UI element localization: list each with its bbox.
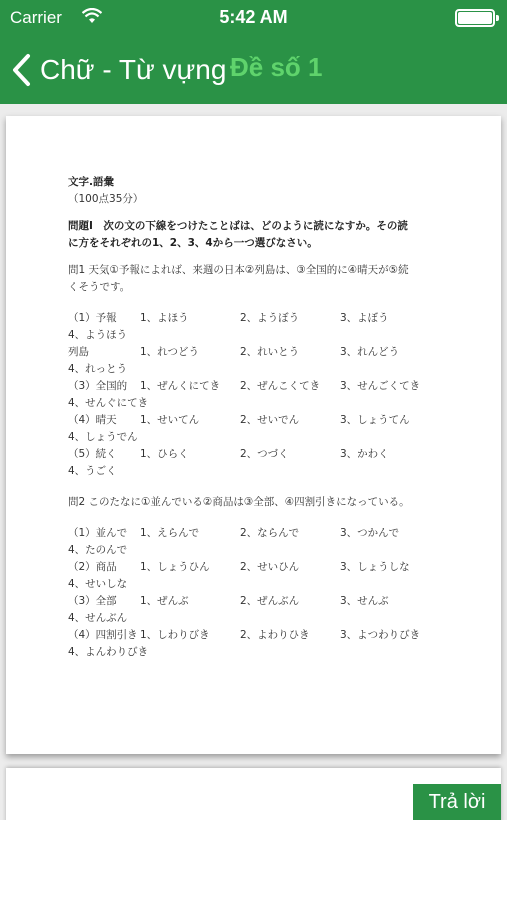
instruction-line: に方をそれぞれの1、2、3、4から一つ選びなさい。 <box>68 237 318 249</box>
option-row: 4、たのんで <box>68 544 128 556</box>
chevron-left-icon <box>10 53 32 87</box>
status-bar <box>0 0 507 36</box>
option-row: （1）並んで 1、えらんで 2、ならんで 3、つかんで <box>68 527 400 539</box>
option-row: 4、ようほう <box>68 329 128 341</box>
option-row: 4、せんぶん <box>68 612 128 624</box>
back-button[interactable] <box>10 50 226 90</box>
doc-heading: 文字.語彙 <box>68 176 114 188</box>
option-row: 4、せいしな <box>68 578 128 590</box>
option-row: （2）商品 1、しょうひん 2、せいひん 3、しょうしな <box>68 561 410 573</box>
clock: 5:42 AM <box>219 7 288 27</box>
option-row: 4、しょうでん <box>68 431 138 443</box>
carrier-label: Carrier <box>10 8 62 27</box>
option-row: 4、よんわりびき <box>68 646 149 658</box>
exam-text <box>68 174 448 661</box>
battery-icon <box>455 9 499 27</box>
option-row: （4）四割引き 1、しわりびき 2、よわりひき 3、よつわりびき <box>68 629 421 641</box>
option-row: 4、うごく <box>68 465 117 477</box>
question-1-text: くそうです。 <box>68 281 131 293</box>
answer-button[interactable]: Trả lời <box>413 784 501 820</box>
option-row: 列島 1、れつどう 2、れいとう 3、れんどう <box>68 346 400 358</box>
instruction-line: 問題Ⅰ 次の文の下線をつけたことばは、どのように読になすか。その読 <box>68 220 408 232</box>
bottom-area <box>0 820 507 900</box>
question-2-text: 問2 このたなに①並んでいる②商品は③全部、④四割引きになっている。 <box>68 496 410 508</box>
top-bar <box>0 0 507 104</box>
nav-title: Chữ - Từ vựng <box>40 54 227 85</box>
nav-bar <box>0 40 507 100</box>
document-page <box>6 116 501 754</box>
doc-score: （100点35分） <box>68 193 144 205</box>
option-row: 4、れっとう <box>68 363 128 375</box>
option-row: （3）全国的 1、ぜんくにてき 2、ぜんこくてき 3、せんごくてき <box>68 380 421 392</box>
option-row: （1）予報 1、よほう 2、ようぼう 3、よぼう <box>68 312 389 324</box>
option-row: （4）晴天 1、せいてん 2、せいでん 3、しょうてん <box>68 414 410 426</box>
nav-subtitle: Đề số 1 <box>230 52 323 82</box>
option-row: （3）全部 1、ぜんぶ 2、ぜんぶん 3、せんぶ <box>68 595 389 607</box>
document-viewer[interactable] <box>0 104 507 820</box>
option-row: 4、せんぐにてき <box>68 397 149 409</box>
option-row: （5）続く 1、ひらく 2、つづく 3、かわく <box>68 448 389 460</box>
question-1-text: 問1 天気①予報によれば、来週の日本②列島は、③全国的に④晴天が⑤続 <box>68 264 409 276</box>
